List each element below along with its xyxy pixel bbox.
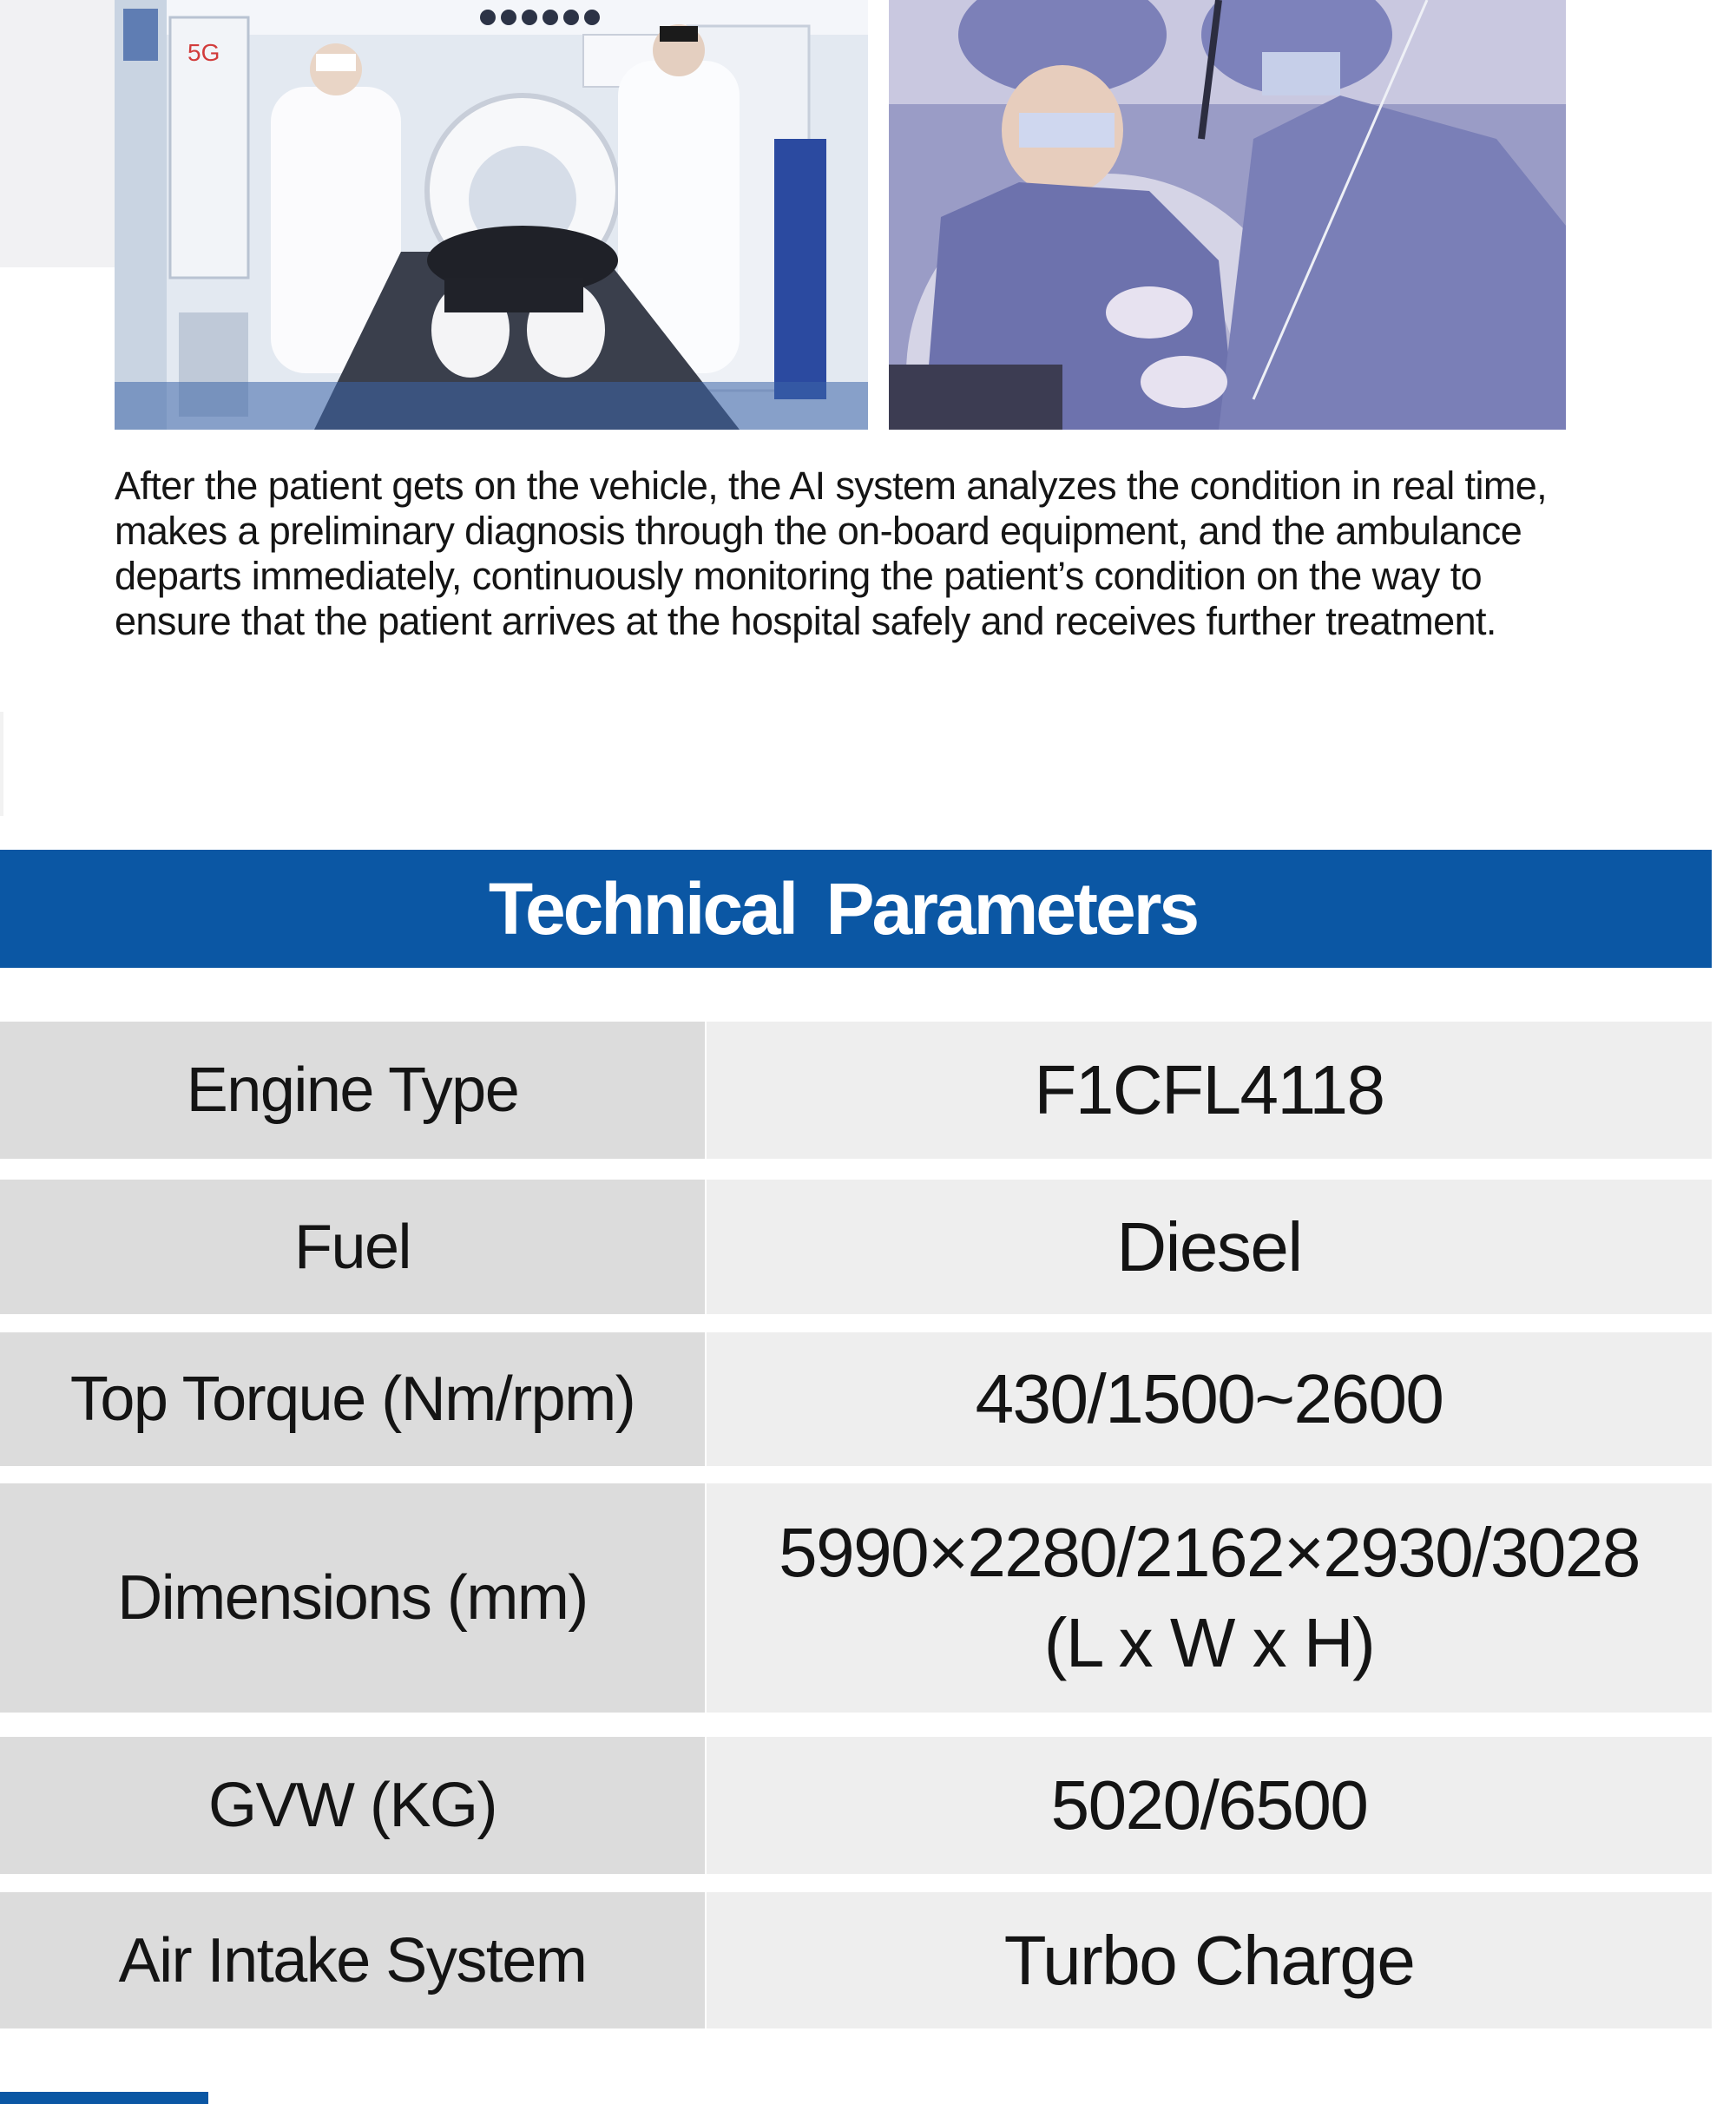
ambulance-ct-photo xyxy=(115,0,868,430)
param-value-text: 5020/6500 xyxy=(1050,1766,1368,1844)
medical-procedure-photo xyxy=(889,0,1566,430)
param-value-text: Turbo Charge xyxy=(1003,1921,1415,1999)
table-row xyxy=(0,1483,1712,1713)
description-paragraph: After the patient gets on the vehicle, the AI system analyzes the condition in real time, makes a preliminary diagnosis through the on-board equipment, and the ambulance departs immediately, continuously monitoring the patient’s condition on the way to ensure that the patient arrives at the hospital safely and receives further treatment. xyxy=(115,464,1548,643)
param-value-text: F1CFL4118 xyxy=(1034,1051,1384,1128)
param-label: Top Torque (Nm/rpm) xyxy=(0,1332,705,1466)
table-row xyxy=(0,1022,1712,1159)
table-row xyxy=(0,1737,1712,1874)
param-label: Dimensions (mm) xyxy=(0,1483,705,1713)
decorative-rule xyxy=(0,712,3,816)
section-banner xyxy=(0,850,1712,968)
param-value xyxy=(707,1737,1712,1874)
param-label: Fuel xyxy=(0,1180,705,1314)
param-value-text: Diesel xyxy=(1116,1207,1302,1285)
table-row xyxy=(0,1332,1712,1466)
decorative-panel xyxy=(0,0,115,267)
param-value-text: 5990×2280/2162×2930/3028 xyxy=(779,1514,1640,1591)
decorative-bar xyxy=(0,2092,208,2104)
5g-badge: 5G xyxy=(187,39,220,66)
param-value xyxy=(707,1892,1712,2028)
param-value-text-line2: (L x W x H) xyxy=(1043,1604,1375,1681)
param-value xyxy=(707,1332,1712,1466)
param-value-text: 430/1500~2600 xyxy=(975,1360,1443,1437)
param-label: Engine Type xyxy=(0,1022,705,1159)
section-title: Technical Parameters xyxy=(488,867,1198,950)
param-label: GVW (KG) xyxy=(0,1737,705,1874)
param-value xyxy=(707,1483,1712,1713)
table-row xyxy=(0,1892,1712,2028)
param-value xyxy=(707,1022,1712,1159)
param-value xyxy=(707,1180,1712,1314)
param-label: Air Intake System xyxy=(0,1892,705,2028)
table-row xyxy=(0,1180,1712,1314)
